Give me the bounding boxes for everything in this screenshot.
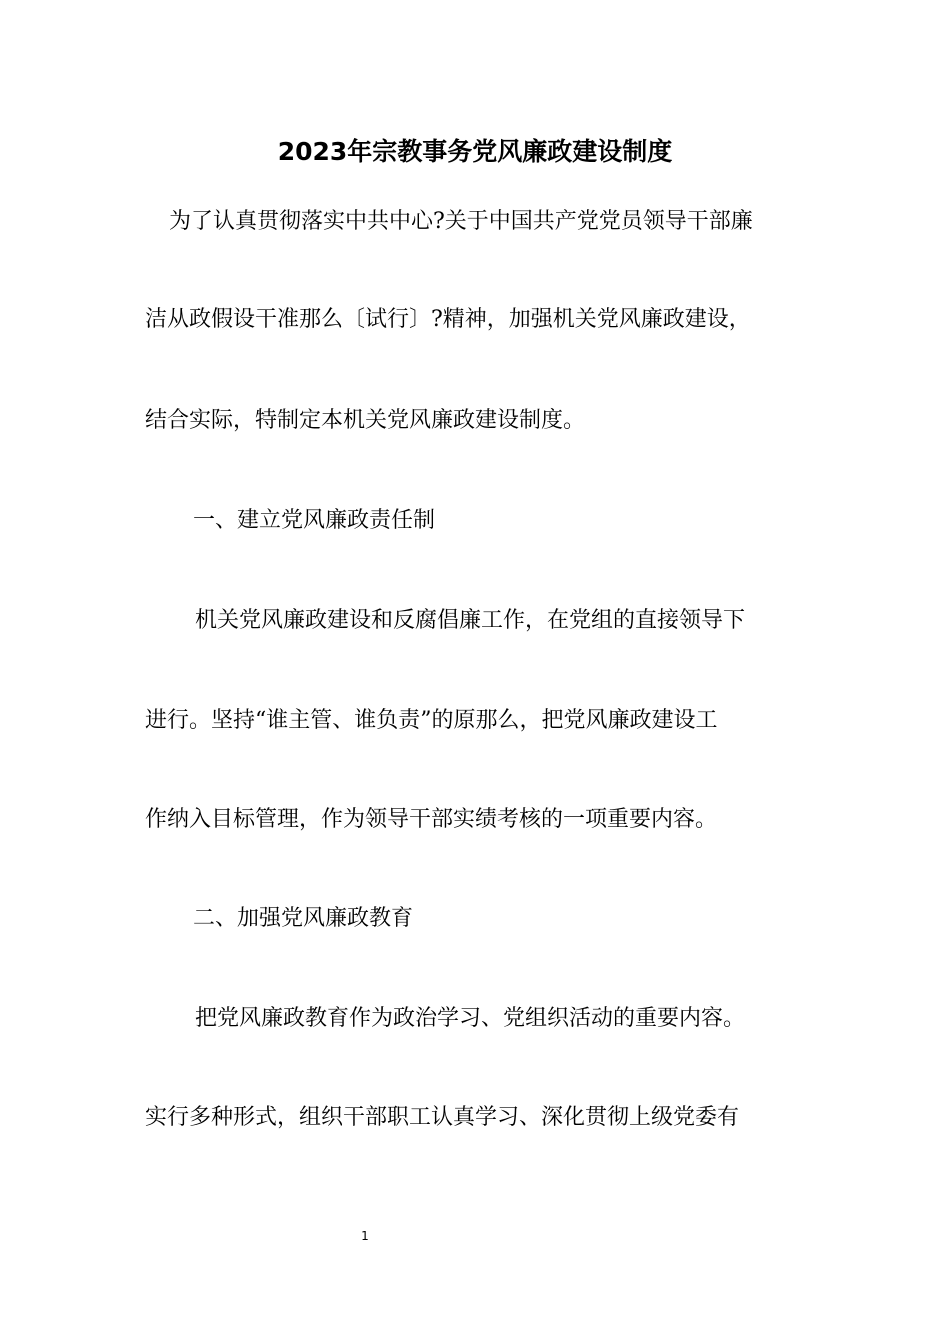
- paragraph-line: 洁从政假设干准那么〔试行〕?精神，加强机关党风廉政建设，: [145, 307, 751, 332]
- section-heading: 一、建立党风廉政责任制: [193, 508, 436, 533]
- paragraph-line: 为了认真贯彻落实中共中心?关于中国共产党党员领导干部廉: [169, 209, 753, 234]
- paragraph-line: 结合实际，特制定本机关党风廉政建设制度。: [145, 408, 586, 433]
- page-number: 1: [361, 1229, 369, 1243]
- paragraph-line: 作纳入目标管理，作为领导干部实绩考核的一项重要内容。: [145, 807, 718, 832]
- section-heading: 二、加强党风廉政教育: [193, 906, 414, 931]
- paragraph-line: 实行多种形式，组织干部职工认真学习、深化贯彻上级党委有: [145, 1105, 740, 1130]
- paragraph-line: 机关党风廉政建设和反腐倡廉工作，在党组的直接领导下: [195, 608, 746, 633]
- page-title: 2023年宗教事务党风廉政建设制度: [277, 137, 673, 166]
- paragraph-line: 进行。坚持“谁主管、谁负责”的原那么，把党风廉政建设工: [145, 708, 718, 733]
- paragraph-line: 把党风廉政教育作为政治学习、党组织活动的重要内容。: [195, 1006, 746, 1031]
